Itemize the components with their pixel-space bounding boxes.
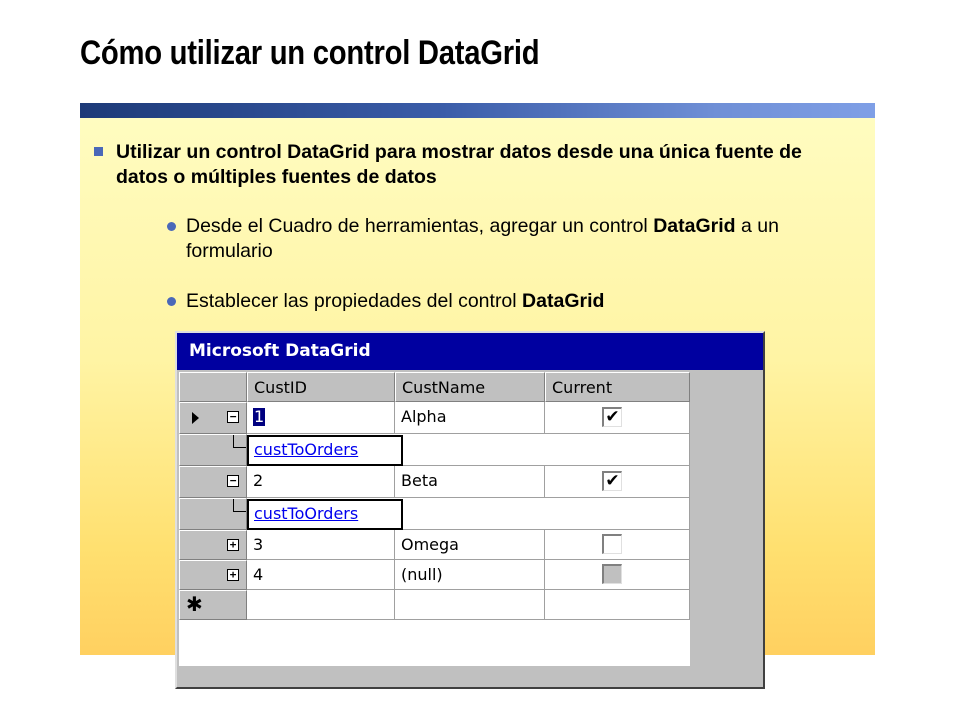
bullet-sub-1-post: a un formulario [186, 215, 779, 262]
cell-custname[interactable]: (null) [395, 560, 545, 590]
bullet-sub-1-bold: DataGrid [653, 215, 736, 237]
tree-line [233, 498, 234, 511]
tree-line [233, 447, 247, 448]
cell-new-custname[interactable] [395, 590, 545, 620]
cell-new-current[interactable] [545, 590, 690, 620]
row-header[interactable] [179, 402, 247, 434]
bullet-main-text: Utilizar un control DataGrid para mostrar datos desde una única fuente de datos o múltiples fuentes de datos [116, 141, 802, 188]
bullet-main [116, 140, 816, 190]
column-header-current[interactable]: Current [545, 372, 690, 402]
bullet-sub-2-pre: Establecer las propiedades del control [186, 290, 523, 312]
row-header[interactable] [179, 560, 247, 590]
datagrid-table [179, 372, 690, 666]
cell-custid[interactable] [247, 402, 395, 434]
cell-new-custid[interactable] [247, 590, 395, 620]
cell-current[interactable] [545, 560, 690, 590]
cell-custname[interactable]: Alpha [395, 402, 545, 434]
square-bullet-icon [94, 147, 103, 156]
row-header [179, 434, 247, 466]
current-row-pointer-icon [192, 412, 199, 424]
cell-current[interactable] [545, 530, 690, 560]
datagrid-caption: Microsoft DataGrid [177, 333, 763, 370]
bullet-sub-1 [186, 214, 846, 264]
round-bullet-icon [167, 297, 176, 306]
round-bullet-icon [167, 222, 176, 231]
tree-line [233, 511, 247, 512]
row-header [179, 498, 247, 530]
current-checkbox[interactable]: ✔ [602, 407, 622, 427]
collapse-icon[interactable]: − [227, 475, 239, 487]
current-checkbox-null[interactable] [602, 564, 622, 584]
relation-link[interactable]: custToOrders [247, 435, 403, 466]
title-underline-bar [80, 103, 875, 118]
column-header-custid[interactable]: CustID [247, 372, 395, 402]
row-header[interactable] [179, 590, 247, 620]
bullet-sub-2 [186, 289, 846, 314]
new-row-asterisk-icon: ✱ [186, 592, 203, 616]
cell-custname[interactable]: Omega [395, 530, 545, 560]
current-checkbox[interactable] [602, 534, 622, 554]
column-header-custname[interactable]: CustName [395, 372, 545, 402]
current-checkbox[interactable]: ✔ [602, 471, 622, 491]
cell-custid[interactable]: 3 [247, 530, 395, 560]
row-header[interactable] [179, 466, 247, 498]
row-header[interactable] [179, 530, 247, 560]
collapse-icon[interactable]: − [227, 411, 239, 423]
cell-current[interactable] [545, 402, 690, 434]
datagrid-window [175, 331, 765, 689]
cell-custid[interactable]: 4 [247, 560, 395, 590]
bullet-sub-1-pre: Desde el Cuadro de herramientas, agregar un control [186, 215, 654, 237]
cell-custid-value: 1 [254, 407, 265, 426]
cell-custname[interactable]: Beta [395, 466, 545, 498]
cell-custid[interactable]: 2 [247, 466, 395, 498]
expand-icon[interactable]: + [227, 539, 239, 551]
tree-line [233, 434, 234, 447]
corner-header [179, 372, 247, 402]
expand-icon[interactable]: + [227, 569, 239, 581]
relation-link[interactable]: custToOrders [247, 499, 403, 530]
bullet-sub-2-bold: DataGrid [522, 290, 605, 312]
slide-title: Cómo utilizar un control DataGrid [80, 34, 540, 72]
cell-current[interactable] [545, 466, 690, 498]
